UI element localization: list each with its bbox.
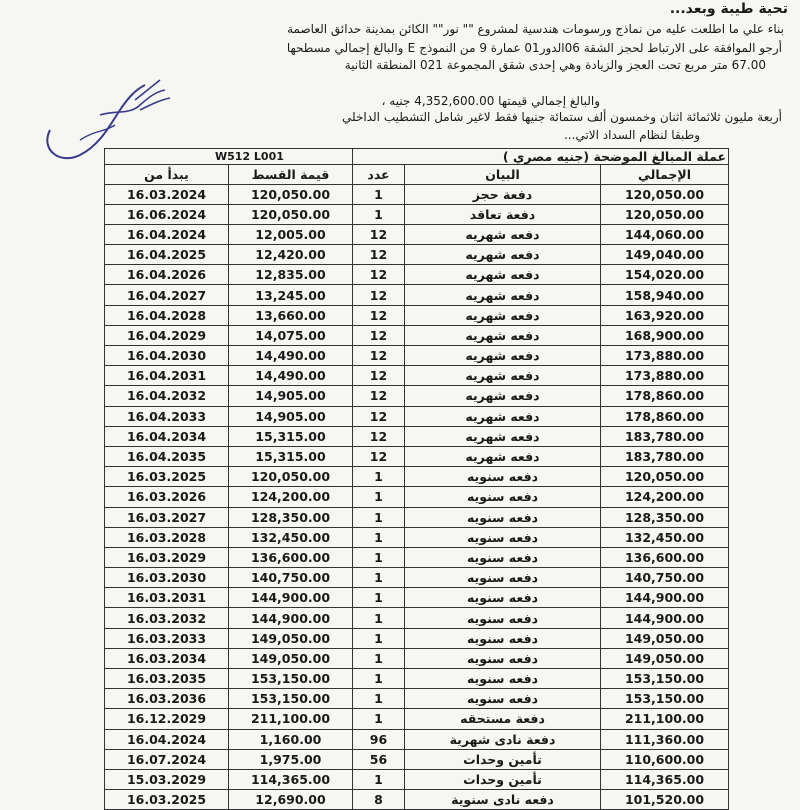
cell-start: 16.03.2025 xyxy=(105,790,229,810)
table-row xyxy=(105,547,729,567)
table-row xyxy=(105,285,729,305)
cell-start: 16.04.2026 xyxy=(105,265,229,285)
cell-total: 111,360.00 xyxy=(601,729,729,749)
cell-total: 163,920.00 xyxy=(601,305,729,325)
cell-total: 183,780.00 xyxy=(601,426,729,446)
cell-count: 12 xyxy=(353,346,405,366)
cell-installment: 140,750.00 xyxy=(229,568,353,588)
table-row xyxy=(105,386,729,406)
table-row xyxy=(105,366,729,386)
cell-start: 16.04.2033 xyxy=(105,406,229,426)
cell-count: 1 xyxy=(353,628,405,648)
cell-start: 16.03.2031 xyxy=(105,588,229,608)
cell-total: 114,365.00 xyxy=(601,769,729,789)
cell-description: دفعة تعاقد xyxy=(405,204,601,224)
cell-description: دفعه شهريه xyxy=(405,285,601,305)
cell-installment: 153,150.00 xyxy=(229,689,353,709)
cell-description: دفعه شهريه xyxy=(405,325,601,345)
table-row xyxy=(105,568,729,588)
cell-total: 144,060.00 xyxy=(601,224,729,244)
cell-installment: 120,050.00 xyxy=(229,467,353,487)
cell-installment: 114,365.00 xyxy=(229,769,353,789)
table-row xyxy=(105,346,729,366)
table-row xyxy=(105,325,729,345)
cell-start: 16.04.2032 xyxy=(105,386,229,406)
table-row xyxy=(105,265,729,285)
cell-total: 120,050.00 xyxy=(601,467,729,487)
cell-count: 1 xyxy=(353,568,405,588)
cell-start: 16.04.2035 xyxy=(105,446,229,466)
cell-description: دفعه سنويه xyxy=(405,689,601,709)
cell-count: 1 xyxy=(353,467,405,487)
cell-start: 16.03.2029 xyxy=(105,547,229,567)
cell-total: 128,350.00 xyxy=(601,507,729,527)
cell-start: 16.04.2025 xyxy=(105,245,229,265)
table-row xyxy=(105,669,729,689)
table-row xyxy=(105,467,729,487)
cell-total: 120,050.00 xyxy=(601,184,729,204)
cell-installment: 1,160.00 xyxy=(229,729,353,749)
cell-count: 12 xyxy=(353,265,405,285)
table-row xyxy=(105,487,729,507)
table-row xyxy=(105,406,729,426)
cell-description: دفعه شهريه xyxy=(405,305,601,325)
currency-caption: عملة المبالغ الموضحة (جنيه مصري ) xyxy=(353,149,729,165)
cell-description: دفعة مستحقه xyxy=(405,709,601,729)
cell-start: 16.03.2027 xyxy=(105,507,229,527)
cell-installment: 12,835.00 xyxy=(229,265,353,285)
cell-start: 16.03.2034 xyxy=(105,648,229,668)
cell-installment: 1,975.00 xyxy=(229,749,353,769)
cell-description: دفعة حجز xyxy=(405,184,601,204)
cell-description: دفعه شهريه xyxy=(405,386,601,406)
total-price-words: أربعة مليون ثلاثمائة اثنان وخمسون ألف ستمائة جنيها فقط لاغير شامل التشطيب الداخلي xyxy=(341,110,782,124)
cell-installment: 120,050.00 xyxy=(229,184,353,204)
cell-count: 1 xyxy=(353,648,405,668)
table-row xyxy=(105,204,729,224)
cell-count: 12 xyxy=(353,325,405,345)
table-row xyxy=(105,588,729,608)
cell-total: 168,900.00 xyxy=(601,325,729,345)
cell-description: دفعه سنويه xyxy=(405,467,601,487)
cell-description: دفعه سنويه xyxy=(405,568,601,588)
cell-installment: 12,420.00 xyxy=(229,245,353,265)
header-description: البيان xyxy=(405,165,601,185)
cell-count: 1 xyxy=(353,669,405,689)
cell-count: 1 xyxy=(353,487,405,507)
cell-start: 16.04.2024 xyxy=(105,729,229,749)
cell-count: 1 xyxy=(353,507,405,527)
cell-description: دفعه شهريه xyxy=(405,245,601,265)
cell-installment: 15,315.00 xyxy=(229,446,353,466)
cell-count: 12 xyxy=(353,386,405,406)
table-row xyxy=(105,245,729,265)
cell-installment: 14,490.00 xyxy=(229,346,353,366)
cell-installment: 153,150.00 xyxy=(229,669,353,689)
cell-total: 173,880.00 xyxy=(601,366,729,386)
cell-total: 153,150.00 xyxy=(601,689,729,709)
cell-total: 149,050.00 xyxy=(601,628,729,648)
cell-installment: 13,245.00 xyxy=(229,285,353,305)
cell-installment: 12,690.00 xyxy=(229,790,353,810)
cell-total: 120,050.00 xyxy=(601,204,729,224)
cell-total: 173,880.00 xyxy=(601,346,729,366)
cell-start: 16.04.2027 xyxy=(105,285,229,305)
table-row xyxy=(105,729,729,749)
header-start: يبدأ من xyxy=(105,165,229,185)
cell-start: 16.04.2024 xyxy=(105,224,229,244)
intro-line-1: بناء علي ما اطلعت عليه من نماذج ورسومات هندسية لمشروع "" نور"" الكائن بمدينة حدائق العاصمة xyxy=(287,22,784,36)
cell-start: 16.04.2030 xyxy=(105,346,229,366)
total-price-line: والبالغ إجمالي قيمتها 4,352,600.00 جنيه ، xyxy=(381,94,600,108)
header-count: عدد xyxy=(353,165,405,185)
payment-schedule-table xyxy=(104,148,729,810)
table-row xyxy=(105,224,729,244)
cell-count: 1 xyxy=(353,547,405,567)
cell-description: دفعه نادى سنوية xyxy=(405,790,601,810)
cell-description: دفعه سنويه xyxy=(405,487,601,507)
cell-start: 16.07.2024 xyxy=(105,749,229,769)
cell-total: 183,780.00 xyxy=(601,446,729,466)
table-row xyxy=(105,749,729,769)
cell-installment: 136,600.00 xyxy=(229,547,353,567)
cell-count: 1 xyxy=(353,527,405,547)
cell-description: دفعه شهريه xyxy=(405,426,601,446)
table-row xyxy=(105,709,729,729)
table-row xyxy=(105,184,729,204)
table-row xyxy=(105,446,729,466)
cell-description: تأمين وحدات xyxy=(405,769,601,789)
cell-count: 12 xyxy=(353,446,405,466)
cell-description: دفعه شهريه xyxy=(405,446,601,466)
cell-count: 12 xyxy=(353,224,405,244)
cell-count: 1 xyxy=(353,588,405,608)
cell-count: 1 xyxy=(353,608,405,628)
cell-count: 1 xyxy=(353,709,405,729)
cell-total: 153,150.00 xyxy=(601,669,729,689)
cell-total: 211,100.00 xyxy=(601,709,729,729)
cell-installment: 124,200.00 xyxy=(229,487,353,507)
cell-total: 140,750.00 xyxy=(601,568,729,588)
cell-installment: 120,050.00 xyxy=(229,204,353,224)
cell-count: 8 xyxy=(353,790,405,810)
cell-description: دفعه سنويه xyxy=(405,669,601,689)
cell-start: 16.12.2029 xyxy=(105,709,229,729)
header-total: الإجمالي xyxy=(601,165,729,185)
cell-installment: 13,660.00 xyxy=(229,305,353,325)
cell-total: 136,600.00 xyxy=(601,547,729,567)
cell-start: 16.03.2030 xyxy=(105,568,229,588)
greeting: تحية طيبة وبعد... xyxy=(669,1,788,17)
cell-description: دفعه سنويه xyxy=(405,547,601,567)
cell-count: 12 xyxy=(353,406,405,426)
cell-start: 16.03.2028 xyxy=(105,527,229,547)
cell-installment: 211,100.00 xyxy=(229,709,353,729)
cell-count: 96 xyxy=(353,729,405,749)
cell-start: 16.03.2036 xyxy=(105,689,229,709)
table-row xyxy=(105,628,729,648)
cell-total: 149,050.00 xyxy=(601,648,729,668)
cell-start: 16.03.2024 xyxy=(105,184,229,204)
cell-count: 1 xyxy=(353,689,405,709)
table-row xyxy=(105,790,729,810)
intro-line-3: 67.00 متر مربع تحت العجز والزيادة وهي إحدى شقق المجموعة 021 المنطقة الثانية xyxy=(344,58,766,72)
table-header-row xyxy=(105,165,729,185)
cell-start: 16.04.2028 xyxy=(105,305,229,325)
intro-line-2: أرجو الموافقة على الارتباط لحجز الشقة 06الدور01 عمارة 9 من النموذج E والبالغ إجمالي مسطحها xyxy=(286,41,782,55)
cell-start: 16.03.2033 xyxy=(105,628,229,648)
cell-start: 16.03.2026 xyxy=(105,487,229,507)
cell-installment: 15,315.00 xyxy=(229,426,353,446)
cell-description: دفعه شهريه xyxy=(405,366,601,386)
cell-count: 1 xyxy=(353,204,405,224)
cell-start: 16.04.2034 xyxy=(105,426,229,446)
cell-description: دفعه سنويه xyxy=(405,648,601,668)
table-row xyxy=(105,426,729,446)
payment-schedule-intro: وطبقا لنظام السداد الاتي... xyxy=(564,128,700,142)
cell-description: دفعه شهريه xyxy=(405,224,601,244)
cell-installment: 144,900.00 xyxy=(229,608,353,628)
cell-installment: 14,905.00 xyxy=(229,386,353,406)
cell-description: دفعه سنويه xyxy=(405,628,601,648)
cell-installment: 14,490.00 xyxy=(229,366,353,386)
cell-total: 132,450.00 xyxy=(601,527,729,547)
table-row xyxy=(105,608,729,628)
cell-start: 16.06.2024 xyxy=(105,204,229,224)
cell-description: دفعه سنويه xyxy=(405,608,601,628)
cell-total: 124,200.00 xyxy=(601,487,729,507)
cell-start: 16.04.2029 xyxy=(105,325,229,345)
table-row xyxy=(105,769,729,789)
table-caption-row xyxy=(105,149,729,165)
cell-count: 12 xyxy=(353,305,405,325)
cell-count: 1 xyxy=(353,769,405,789)
cell-description: دفعه سنويه xyxy=(405,588,601,608)
cell-count: 12 xyxy=(353,285,405,305)
cell-count: 12 xyxy=(353,426,405,446)
cell-total: 154,020.00 xyxy=(601,265,729,285)
cell-start: 15.03.2029 xyxy=(105,769,229,789)
cell-installment: 149,050.00 xyxy=(229,648,353,668)
cell-total: 101,520.00 xyxy=(601,790,729,810)
cell-installment: 132,450.00 xyxy=(229,527,353,547)
cell-description: دفعه شهريه xyxy=(405,346,601,366)
cell-total: 178,860.00 xyxy=(601,386,729,406)
cell-start: 16.03.2035 xyxy=(105,669,229,689)
cell-installment: 144,900.00 xyxy=(229,588,353,608)
cell-installment: 149,050.00 xyxy=(229,628,353,648)
cell-count: 12 xyxy=(353,245,405,265)
cell-total: 144,900.00 xyxy=(601,608,729,628)
cell-description: دفعه سنويه xyxy=(405,527,601,547)
cell-description: دفعه شهريه xyxy=(405,406,601,426)
cell-total: 158,940.00 xyxy=(601,285,729,305)
table-row xyxy=(105,305,729,325)
cell-count: 56 xyxy=(353,749,405,769)
cell-installment: 14,905.00 xyxy=(229,406,353,426)
cell-total: 110,600.00 xyxy=(601,749,729,769)
cell-description: دفعة نادى شهرية xyxy=(405,729,601,749)
cell-installment: 14,075.00 xyxy=(229,325,353,345)
table-row xyxy=(105,527,729,547)
cell-count: 1 xyxy=(353,184,405,204)
header-installment: قيمة القسط xyxy=(229,165,353,185)
cell-total: 178,860.00 xyxy=(601,406,729,426)
cell-total: 149,040.00 xyxy=(601,245,729,265)
cell-description: تأمين وحدات xyxy=(405,749,601,769)
cell-total: 144,900.00 xyxy=(601,588,729,608)
unit-codes: W512 L001 xyxy=(105,149,353,165)
cell-installment: 128,350.00 xyxy=(229,507,353,527)
cell-start: 16.03.2032 xyxy=(105,608,229,628)
table-row xyxy=(105,648,729,668)
cell-description: دفعه سنويه xyxy=(405,507,601,527)
cell-start: 16.04.2031 xyxy=(105,366,229,386)
cell-installment: 12,005.00 xyxy=(229,224,353,244)
cell-start: 16.03.2025 xyxy=(105,467,229,487)
table-row xyxy=(105,507,729,527)
cell-count: 12 xyxy=(353,366,405,386)
cell-description: دفعه شهريه xyxy=(405,265,601,285)
table-row xyxy=(105,689,729,709)
